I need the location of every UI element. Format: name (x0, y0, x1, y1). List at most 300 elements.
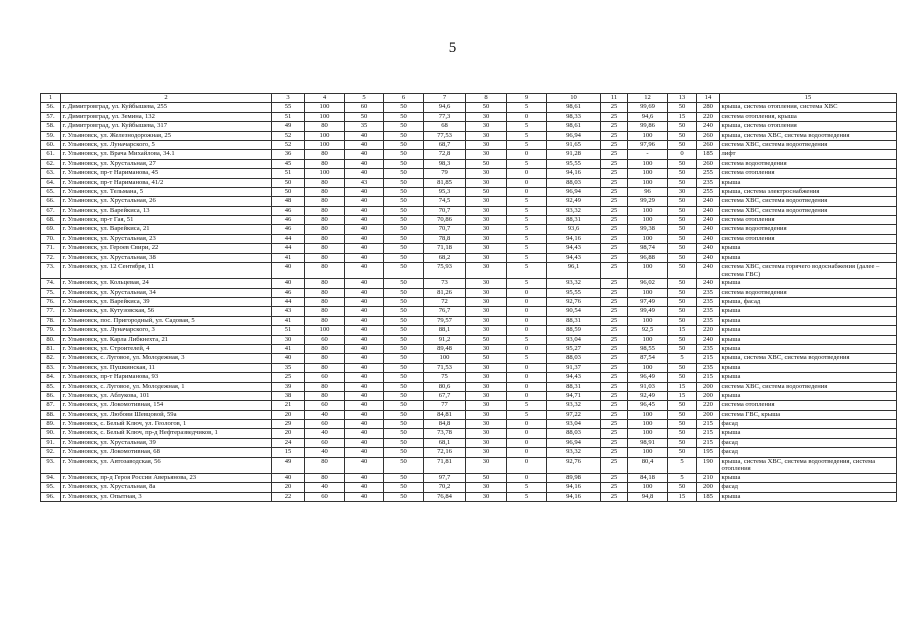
score-cell: 50 (384, 187, 424, 196)
score-cell: 5 (507, 103, 547, 112)
score-cell: 100 (628, 483, 668, 492)
score-cell: 99,69 (628, 103, 668, 112)
score-cell: 30 (466, 483, 507, 492)
score-cell: 40 (345, 410, 384, 419)
score-cell: 88,03 (547, 354, 601, 363)
score-cell: 40 (345, 288, 384, 297)
score-cell: 88,31 (547, 382, 601, 391)
score-cell: 43 (272, 307, 305, 316)
score-cell: 15 (668, 382, 697, 391)
row-number-cell: 65. (41, 187, 61, 196)
score-cell: 91,28 (547, 150, 601, 159)
work-type-cell: система отопления (720, 169, 897, 178)
score-cell: 40 (345, 279, 384, 288)
row-number-cell: 89. (41, 420, 61, 429)
table-header-row (41, 94, 897, 103)
table-row (41, 363, 897, 372)
score-cell: 30 (668, 187, 697, 196)
row-number-cell: 67. (41, 206, 61, 215)
score-cell: 240 (697, 206, 720, 215)
score-cell: 5 (507, 335, 547, 344)
score-cell: 5 (507, 225, 547, 234)
score-cell: 15 (668, 391, 697, 400)
score-cell: 25 (601, 492, 628, 501)
score-cell: 21 (272, 401, 305, 410)
score-cell: 49 (272, 122, 305, 131)
score-cell: 88,03 (547, 429, 601, 438)
score-cell: 50 (384, 288, 424, 297)
score-cell: 71,81 (424, 457, 466, 473)
score-cell: 50 (668, 159, 697, 168)
score-cell: 80 (305, 363, 345, 372)
row-number-cell: 83. (41, 363, 61, 372)
score-cell: 93,6 (547, 225, 601, 234)
score-cell: 80 (305, 225, 345, 234)
score-cell: 100 (628, 420, 668, 429)
score-cell: 30 (466, 225, 507, 234)
score-cell: 215 (697, 438, 720, 447)
table-row (41, 206, 897, 215)
column-number-cell: 11 (601, 94, 628, 103)
score-cell: 50 (384, 216, 424, 225)
score-cell: 29 (272, 420, 305, 429)
row-number-cell: 94. (41, 473, 61, 482)
score-cell: 100 (305, 326, 345, 335)
score-cell: 25 (601, 234, 628, 243)
address-cell: г. Ульяновск, ул. Героев Свири, 22 (61, 244, 272, 253)
score-cell: 50 (384, 382, 424, 391)
score-cell: 0 (507, 391, 547, 400)
score-cell: 30 (466, 112, 507, 121)
row-number-cell: 74. (41, 279, 61, 288)
score-cell: 73,78 (424, 429, 466, 438)
row-number-cell: 68. (41, 216, 61, 225)
work-type-cell: крыша (720, 178, 897, 187)
score-cell: 50 (668, 410, 697, 419)
score-cell: 35 (345, 122, 384, 131)
table-row (41, 354, 897, 363)
score-cell: 25 (601, 150, 628, 159)
score-cell: 25 (601, 288, 628, 297)
score-cell: 5 (507, 401, 547, 410)
score-cell: 200 (697, 483, 720, 492)
score-cell: 100 (628, 448, 668, 457)
row-number-cell: 80. (41, 335, 61, 344)
score-cell: 70,7 (424, 225, 466, 234)
score-cell: 50 (384, 253, 424, 262)
score-cell: 96,1 (547, 263, 601, 279)
row-number-cell: 88. (41, 410, 61, 419)
score-cell: 50 (384, 234, 424, 243)
table-row (41, 473, 897, 482)
score-cell: 260 (697, 131, 720, 140)
work-type-cell: фасад (720, 448, 897, 457)
work-type-cell: система ХВС, система водоотведения (720, 197, 897, 206)
score-cell: 25 (601, 112, 628, 121)
score-cell: 100 (305, 103, 345, 112)
score-cell: 25 (601, 382, 628, 391)
score-cell: 25 (601, 216, 628, 225)
score-cell: 52 (272, 131, 305, 140)
score-cell: 240 (697, 335, 720, 344)
score-cell: 97,49 (628, 298, 668, 307)
table-row (41, 391, 897, 400)
row-number-cell: 91. (41, 438, 61, 447)
table-row (41, 429, 897, 438)
score-cell: 30 (466, 457, 507, 473)
score-cell: 30 (466, 438, 507, 447)
work-type-cell: система отопления (720, 401, 897, 410)
score-cell: 0 (507, 457, 547, 473)
score-cell: 0 (668, 150, 697, 159)
score-cell: 50 (384, 206, 424, 215)
score-cell: 72,8 (424, 150, 466, 159)
score-cell: 92,76 (547, 457, 601, 473)
table-row (41, 103, 897, 112)
work-type-cell: крыша (720, 344, 897, 353)
score-cell: 50 (668, 216, 697, 225)
score-cell: 25 (601, 391, 628, 400)
score-cell: 100 (305, 131, 345, 140)
work-type-cell: система водоотведения (720, 159, 897, 168)
score-cell: 40 (345, 131, 384, 140)
table-row (41, 122, 897, 131)
score-cell: 95,55 (547, 159, 601, 168)
work-type-cell: крыша, система ХВС, система водоотведения (720, 131, 897, 140)
score-cell: 30 (466, 263, 507, 279)
work-type-cell: крыша (720, 492, 897, 501)
score-cell: 77,3 (424, 112, 466, 121)
score-cell: 50 (384, 159, 424, 168)
score-cell: 50 (384, 244, 424, 253)
address-cell: г. Ульяновск, ул. Опытная, 3 (61, 492, 272, 501)
score-cell: 235 (697, 363, 720, 372)
score-cell: 240 (697, 216, 720, 225)
score-cell: 50 (668, 429, 697, 438)
score-cell: 25 (601, 206, 628, 215)
score-cell: 100 (424, 354, 466, 363)
score-cell: 89,48 (424, 344, 466, 353)
score-cell: 94,8 (628, 492, 668, 501)
score-cell: 60 (305, 335, 345, 344)
column-number-cell: 12 (628, 94, 668, 103)
column-number-cell: 6 (384, 94, 424, 103)
score-cell: 96,45 (628, 401, 668, 410)
work-type-cell: крыша (720, 335, 897, 344)
score-cell: 5 (668, 473, 697, 482)
score-cell: 24 (272, 438, 305, 447)
score-cell: 40 (345, 206, 384, 215)
score-cell: 39 (272, 382, 305, 391)
column-number-cell: 10 (547, 94, 601, 103)
score-cell: 235 (697, 178, 720, 187)
table-row (41, 410, 897, 419)
table-row (41, 316, 897, 325)
score-cell: 79,57 (424, 316, 466, 325)
score-cell: 75,93 (424, 263, 466, 279)
work-type-cell: система ХВС, система горячего водоснабжения (далее – система ГВС) (720, 263, 897, 279)
score-cell: 30 (466, 492, 507, 501)
score-cell: 80,4 (628, 457, 668, 473)
work-type-cell: крыша (720, 326, 897, 335)
score-cell: 94,16 (547, 234, 601, 243)
row-number-cell: 66. (41, 197, 61, 206)
score-cell: 100 (628, 288, 668, 297)
score-cell: 99,38 (628, 225, 668, 234)
score-cell: 50 (668, 131, 697, 140)
address-cell: г. Ульяновск, ул. Луначарского, 3 (61, 326, 272, 335)
score-cell: 76,84 (424, 492, 466, 501)
score-cell: 50 (384, 225, 424, 234)
score-cell: 50 (384, 112, 424, 121)
score-cell: 50 (668, 373, 697, 382)
score-cell: 70,2 (424, 483, 466, 492)
work-type-cell: крыша (720, 279, 897, 288)
score-cell: 84,18 (628, 473, 668, 482)
score-cell: 80 (305, 316, 345, 325)
score-cell: 30 (466, 178, 507, 187)
score-cell: 25 (601, 197, 628, 206)
score-cell: 92,49 (628, 391, 668, 400)
address-cell: г. Ульяновск, ул. Варейкиса, 21 (61, 225, 272, 234)
score-cell: 77,53 (424, 131, 466, 140)
address-cell: г. Ульяновск, ул. Автозаводская, 56 (61, 457, 272, 473)
score-cell: 30 (466, 307, 507, 316)
score-cell: 30 (466, 288, 507, 297)
score-cell: 50 (384, 103, 424, 112)
score-cell: 48 (272, 197, 305, 206)
score-cell: 45 (272, 159, 305, 168)
score-cell: 40 (345, 483, 384, 492)
score-cell: 50 (384, 410, 424, 419)
work-type-cell: крыша (720, 429, 897, 438)
work-type-cell: крыша, система ХВС, система водоотведения, система отопления (720, 457, 897, 473)
score-cell: 0 (507, 169, 547, 178)
score-cell: 80 (305, 216, 345, 225)
score-cell: 52 (272, 140, 305, 149)
row-number-cell: 62. (41, 159, 61, 168)
score-cell: 40 (345, 253, 384, 262)
score-cell: 44 (272, 244, 305, 253)
table-row (41, 326, 897, 335)
score-cell: 91,65 (547, 140, 601, 149)
score-cell: 88,59 (547, 326, 601, 335)
row-number-cell: 77. (41, 307, 61, 316)
score-cell: 88,03 (547, 178, 601, 187)
score-cell: 20 (272, 483, 305, 492)
address-cell: г. Ульяновск, ул. Кольцевая, 24 (61, 279, 272, 288)
score-cell: 40 (345, 382, 384, 391)
score-cell: 5 (507, 492, 547, 501)
table-row (41, 288, 897, 297)
score-cell: 0 (507, 363, 547, 372)
table-body (41, 94, 897, 502)
score-cell: 5 (507, 253, 547, 262)
table-row (41, 298, 897, 307)
score-cell: 40 (345, 363, 384, 372)
table-row (41, 244, 897, 253)
address-cell: г. Ульяновск, с. Луговое, ул. Молодежная, 1 (61, 382, 272, 391)
score-cell: 74,5 (424, 197, 466, 206)
score-cell: 25 (601, 457, 628, 473)
work-type-cell: система ХВС, система водоотведения (720, 382, 897, 391)
table-row (41, 140, 897, 149)
address-cell: г. Ульяновск, ул. Тельмана, 5 (61, 187, 272, 196)
score-cell: 25 (601, 410, 628, 419)
score-cell: 5 (507, 131, 547, 140)
work-type-cell: система отопления (720, 234, 897, 243)
score-cell: 30 (466, 244, 507, 253)
score-cell: 40 (305, 448, 345, 457)
address-cell: г. Ульяновск, ул. Варейкиса, 13 (61, 206, 272, 215)
score-cell: 25 (272, 373, 305, 382)
score-cell: 30 (466, 391, 507, 400)
row-number-cell: 84. (41, 373, 61, 382)
score-cell: 50 (668, 316, 697, 325)
row-number-cell: 71. (41, 244, 61, 253)
column-number-cell: 14 (697, 94, 720, 103)
score-cell: 51 (272, 112, 305, 121)
score-cell: 77 (424, 401, 466, 410)
column-number-cell: 2 (61, 94, 272, 103)
score-cell: 25 (601, 429, 628, 438)
score-cell: 30 (466, 131, 507, 140)
column-number-cell: 15 (720, 94, 897, 103)
score-cell: 220 (697, 326, 720, 335)
score-cell: 80 (305, 122, 345, 131)
score-cell: 67,7 (424, 391, 466, 400)
score-cell: 89,98 (547, 473, 601, 482)
score-cell: 50 (384, 169, 424, 178)
score-cell: 80 (305, 178, 345, 187)
score-cell: 98,55 (628, 344, 668, 353)
score-cell: 92,49 (547, 197, 601, 206)
score-cell: 0 (507, 178, 547, 187)
score-cell: 93,32 (547, 206, 601, 215)
score-cell: 0 (507, 112, 547, 121)
score-cell: 0 (507, 187, 547, 196)
address-cell: г. Ульяновск, ул. Локомотивная, 68 (61, 448, 272, 457)
score-cell: 92,76 (547, 298, 601, 307)
score-cell: 25 (601, 103, 628, 112)
score-cell: 80 (305, 279, 345, 288)
score-cell: 30 (466, 448, 507, 457)
score-cell: 40 (345, 429, 384, 438)
score-cell: 30 (466, 382, 507, 391)
score-cell: 40 (345, 391, 384, 400)
address-cell: г. Ульяновск, пос. Пригородный, ул. Садовая, 5 (61, 316, 272, 325)
score-cell: 40 (305, 483, 345, 492)
score-cell: 235 (697, 288, 720, 297)
table-row (41, 187, 897, 196)
score-cell: 240 (697, 279, 720, 288)
score-cell: 25 (601, 483, 628, 492)
table-row (41, 279, 897, 288)
row-number-cell: 85. (41, 382, 61, 391)
page-number: 5 (448, 40, 457, 56)
score-cell: 40 (345, 420, 384, 429)
score-cell: 30 (466, 234, 507, 243)
address-cell: г. Ульяновск, ул. Железнодорожная, 25 (61, 131, 272, 140)
score-cell: 240 (697, 263, 720, 279)
score-cell: 25 (601, 344, 628, 353)
score-cell: 93,04 (547, 420, 601, 429)
score-cell: 76,7 (424, 307, 466, 316)
score-cell: 40 (345, 326, 384, 335)
table-row (41, 112, 897, 121)
score-cell: 50 (668, 335, 697, 344)
score-cell: 94,6 (628, 112, 668, 121)
work-type-cell: система водоотведения (720, 225, 897, 234)
score-cell: 25 (601, 279, 628, 288)
score-cell: 50 (668, 363, 697, 372)
score-cell: 51 (272, 169, 305, 178)
score-cell: 50 (466, 103, 507, 112)
address-cell: г. Ульяновск, ул. Строителей, 4 (61, 344, 272, 353)
score-cell: 100 (628, 316, 668, 325)
score-cell: 100 (628, 263, 668, 279)
score-cell: 50 (384, 178, 424, 187)
score-cell: 20 (272, 429, 305, 438)
score-cell: 50 (384, 354, 424, 363)
score-cell: 41 (272, 316, 305, 325)
table-row (41, 225, 897, 234)
score-cell: 235 (697, 298, 720, 307)
score-cell: 46 (272, 216, 305, 225)
score-cell: 25 (601, 307, 628, 316)
score-cell: 68,1 (424, 438, 466, 447)
score-cell: 30 (466, 316, 507, 325)
score-cell: 22 (272, 492, 305, 501)
score-cell: 40 (345, 150, 384, 159)
score-cell: 15 (668, 492, 697, 501)
score-cell: 80 (305, 307, 345, 316)
score-cell: 75 (424, 373, 466, 382)
score-cell: 50 (384, 438, 424, 447)
score-cell: 50 (384, 473, 424, 482)
score-cell: 30 (466, 197, 507, 206)
address-cell: г. Димитровград, ул. Земина, 132 (61, 112, 272, 121)
score-cell: 50 (668, 206, 697, 215)
score-cell: 38 (272, 391, 305, 400)
work-type-cell: система ХВС, система водоотведения (720, 206, 897, 215)
score-cell: 240 (697, 122, 720, 131)
score-cell: 40 (272, 354, 305, 363)
score-cell: 50 (384, 373, 424, 382)
work-type-cell: крыша, система электроснабжения (720, 187, 897, 196)
score-cell: 40 (272, 473, 305, 482)
score-cell: 50 (384, 429, 424, 438)
table-row (41, 197, 897, 206)
table-row (41, 438, 897, 447)
row-number-cell: 60. (41, 140, 61, 149)
score-cell: 60 (305, 373, 345, 382)
score-cell: 0 (507, 473, 547, 482)
score-cell: 84,81 (424, 410, 466, 419)
score-cell: 94,16 (547, 483, 601, 492)
score-cell: 0 (507, 438, 547, 447)
row-number-cell: 82. (41, 354, 61, 363)
score-cell: 0 (507, 288, 547, 297)
score-cell: 240 (697, 244, 720, 253)
row-number-cell: 87. (41, 401, 61, 410)
score-cell: 100 (628, 216, 668, 225)
score-cell: 100 (628, 178, 668, 187)
score-cell: 40 (345, 216, 384, 225)
score-cell: 35 (272, 363, 305, 372)
work-type-cell: система ГВС, крыша (720, 410, 897, 419)
score-cell: 80 (305, 187, 345, 196)
